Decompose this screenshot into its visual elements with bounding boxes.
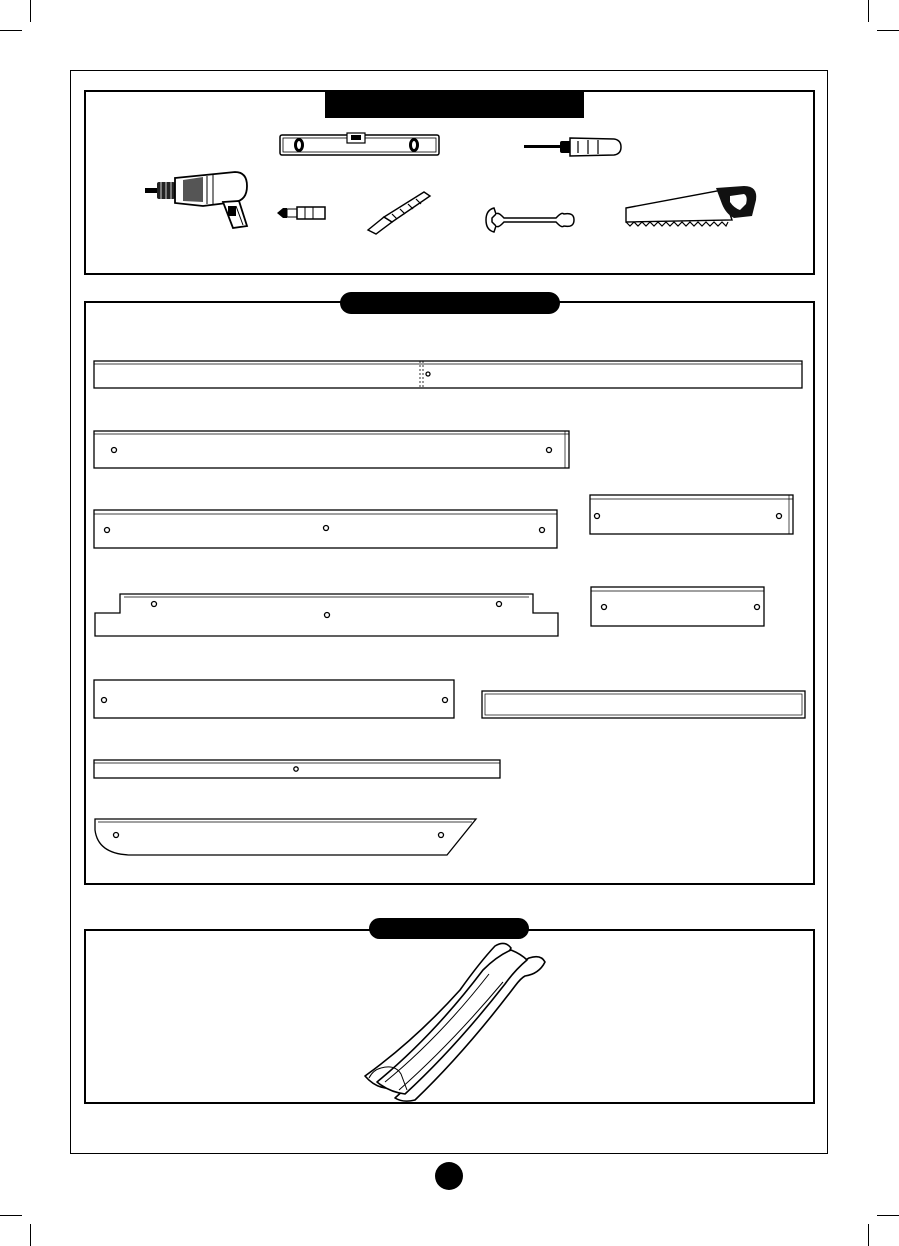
part-angled-board [95, 819, 476, 855]
part-board-c [94, 680, 454, 718]
part-short-board-b [591, 587, 764, 626]
part-narrow-rail [94, 760, 500, 778]
part-long-beam [94, 361, 802, 388]
part-board-a [94, 431, 569, 468]
part-board-b [94, 510, 557, 548]
part-short-board-a [590, 495, 793, 534]
slide-header-pill [369, 918, 529, 939]
part-notched-board [95, 594, 558, 636]
slide-icon [355, 940, 555, 1102]
part-thin-strip [482, 691, 805, 718]
page-number-badge [435, 1162, 463, 1190]
